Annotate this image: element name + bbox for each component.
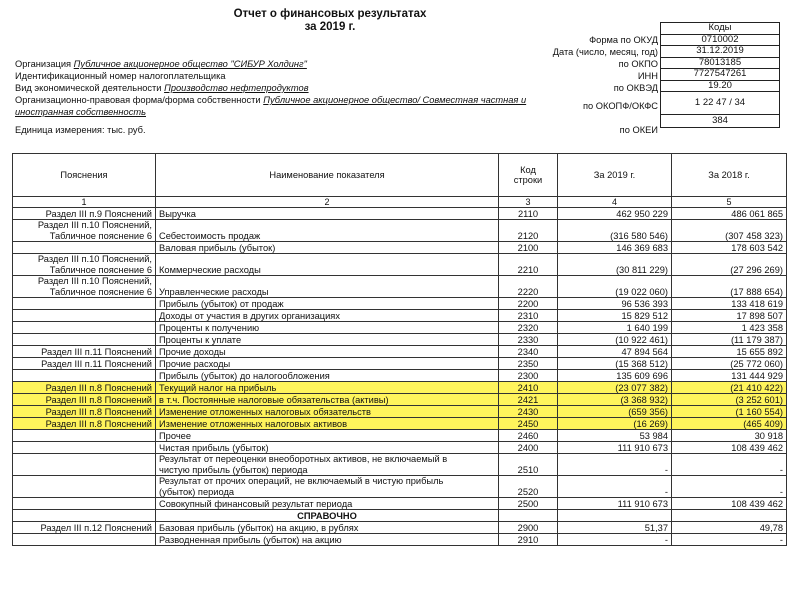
- row-value-2019: 53 984: [558, 430, 672, 442]
- date-value: 31.12.2019: [661, 46, 780, 58]
- table-row: [13, 534, 787, 546]
- row-indicator: Управленческие расходы: [156, 276, 499, 298]
- row-indicator: Результат от переоценки внеоборотных активов, не включаемый в чистую прибыль (убыток) периода: [156, 454, 499, 476]
- row-indicator: Изменение отложенных налоговых активов: [156, 418, 499, 430]
- org-line: [15, 59, 307, 70]
- row-code: 2300: [499, 370, 558, 382]
- row-note: [13, 476, 156, 498]
- row-note: Раздел III п.10 Пояснений, Табличное пояснение 6: [13, 220, 156, 242]
- row-indicator: Себестоимость продаж: [156, 220, 499, 242]
- row-note: [13, 242, 156, 254]
- unit-label: Единица измерения: тыс. руб.: [15, 125, 146, 135]
- row-value-2018: 486 061 865: [672, 208, 787, 220]
- row-indicator: Текущий налог на прибыль: [156, 382, 499, 394]
- financial-results-table: [12, 153, 787, 546]
- table-row: [13, 510, 787, 522]
- okei-value: 384: [661, 115, 780, 128]
- row-code: 2510: [499, 454, 558, 476]
- report-period: за 2019 г.: [304, 21, 356, 33]
- row-value-2019: -: [558, 534, 672, 546]
- row-value-2019: (659 356): [558, 406, 672, 418]
- table-row: [13, 406, 787, 418]
- row-note: Раздел III п.9 Пояснений: [13, 208, 156, 220]
- form-value-1: Публичное акционерное общество/ Совместная частная и: [263, 95, 527, 105]
- colnum-5: 5: [672, 197, 787, 208]
- row-indicator: Валовая прибыль (убыток): [156, 242, 499, 254]
- row-value-2018: (21 410 422): [672, 382, 787, 394]
- row-value-2018: 178 603 542: [672, 242, 787, 254]
- row-indicator: Прочее: [156, 430, 499, 442]
- row-code: 2450: [499, 418, 558, 430]
- table-row: [13, 254, 787, 276]
- okopf-value: 1 22 47 / 34: [661, 92, 780, 115]
- row-note: Раздел III п.10 Пояснений, Табличное пояснение 6: [13, 276, 156, 298]
- table-row: [13, 394, 787, 406]
- table-row: [13, 370, 787, 382]
- header-2018: За 2018 г.: [672, 154, 787, 197]
- row-code: 2410: [499, 382, 558, 394]
- row-indicator: Чистая прибыль (убыток): [156, 442, 499, 454]
- row-note: Раздел III п.8 Пояснений: [13, 406, 156, 418]
- table-row: [13, 418, 787, 430]
- row-value-2018: 133 418 619: [672, 298, 787, 310]
- row-indicator: Результат от прочих операций, не включаемый в чистую прибыль (убыток) периода: [156, 476, 499, 498]
- okei-label: по ОКЕИ: [619, 125, 658, 135]
- row-code: 2910: [499, 534, 558, 546]
- row-code: 2340: [499, 346, 558, 358]
- row-value-2018: 49,78: [672, 522, 787, 534]
- table-row: [13, 430, 787, 442]
- okpo-value: 78013185: [661, 57, 780, 69]
- form-value-2: иностранная собственность: [15, 107, 146, 117]
- row-indicator: Прибыль (убыток) от продаж: [156, 298, 499, 310]
- row-note: Раздел III п.8 Пояснений: [13, 382, 156, 394]
- row-value-2019: 462 950 229: [558, 208, 672, 220]
- header-notes: Пояснения: [13, 154, 156, 197]
- date-label: Дата (число, месяц, год): [552, 47, 658, 57]
- row-note: [13, 534, 156, 546]
- codes-header: Коды: [661, 23, 780, 35]
- row-code: 2500: [499, 498, 558, 510]
- table-row: [13, 220, 787, 242]
- row-code: 2120: [499, 220, 558, 242]
- row-value-2018: (17 888 654): [672, 276, 787, 298]
- row-value-2018: 131 444 929: [672, 370, 787, 382]
- table-row: [13, 358, 787, 370]
- table-row: [13, 208, 787, 220]
- row-note: [13, 442, 156, 454]
- row-note: [13, 322, 156, 334]
- row-note: [13, 430, 156, 442]
- row-value-2018: -: [672, 476, 787, 498]
- row-note: [13, 334, 156, 346]
- row-indicator: Коммерческие расходы: [156, 254, 499, 276]
- table-row: [13, 346, 787, 358]
- row-value-2019: 135 609 696: [558, 370, 672, 382]
- row-indicator: СПРАВОЧНО: [156, 510, 499, 522]
- table-row: [13, 310, 787, 322]
- row-code: 2220: [499, 276, 558, 298]
- row-indicator: в т.ч. Постоянные налоговые обязательства (активы): [156, 394, 499, 406]
- row-code: 2330: [499, 334, 558, 346]
- header-code: Код строки: [499, 154, 558, 197]
- row-value-2018: [672, 510, 787, 522]
- row-value-2018: -: [672, 534, 787, 546]
- activity-line: [15, 83, 309, 94]
- row-code: 2900: [499, 522, 558, 534]
- row-value-2018: (307 458 323): [672, 220, 787, 242]
- row-indicator: Прочие доходы: [156, 346, 499, 358]
- row-value-2019: [558, 510, 672, 522]
- table-row: [13, 276, 787, 298]
- row-note: [13, 454, 156, 476]
- row-note: [13, 370, 156, 382]
- colnum-3: 3: [499, 197, 558, 208]
- row-value-2018: (11 179 387): [672, 334, 787, 346]
- report-title: Отчет о финансовых результатах: [233, 8, 427, 20]
- org-name: Публичное акционерное общество "СИБУР Холдинг": [73, 59, 307, 69]
- row-value-2018: (3 252 601): [672, 394, 787, 406]
- row-value-2019: 111 910 673: [558, 442, 672, 454]
- table-row: [13, 522, 787, 534]
- row-indicator: Проценты к уплате: [156, 334, 499, 346]
- row-value-2019: 15 829 512: [558, 310, 672, 322]
- row-value-2019: 146 369 683: [558, 242, 672, 254]
- row-code: 2460: [499, 430, 558, 442]
- row-code: [499, 510, 558, 522]
- row-indicator: Прибыль (убыток) до налогообложения: [156, 370, 499, 382]
- row-indicator: Базовая прибыль (убыток) на акцию, в рублях: [156, 522, 499, 534]
- row-code: 2350: [499, 358, 558, 370]
- table-row: [13, 242, 787, 254]
- row-value-2019: 111 910 673: [558, 498, 672, 510]
- colnum-4: 4: [558, 197, 672, 208]
- table-row: [13, 322, 787, 334]
- colnum-1: 1: [13, 197, 156, 208]
- row-note: [13, 498, 156, 510]
- row-value-2018: -: [672, 454, 787, 476]
- form-line: [15, 95, 526, 106]
- row-indicator: Проценты к получению: [156, 322, 499, 334]
- row-indicator: Выручка: [156, 208, 499, 220]
- row-note: [13, 298, 156, 310]
- row-value-2018: 17 898 507: [672, 310, 787, 322]
- row-value-2019: (316 580 546): [558, 220, 672, 242]
- table-row: [13, 334, 787, 346]
- form-line-2: [15, 107, 146, 118]
- table-row: [13, 298, 787, 310]
- okopf-label: по ОКОПФ/ОКФС: [582, 101, 658, 111]
- row-code: 2110: [499, 208, 558, 220]
- row-value-2018: 30 918: [672, 430, 787, 442]
- org-label: Организация: [15, 59, 72, 69]
- row-value-2019: (3 368 932): [558, 394, 672, 406]
- row-note: [13, 510, 156, 522]
- row-value-2019: 51,37: [558, 522, 672, 534]
- row-value-2018: (1 160 554): [672, 406, 787, 418]
- header-indicator: Наименование показателя: [156, 154, 499, 197]
- table-row: [13, 454, 787, 476]
- row-value-2019: (16 269): [558, 418, 672, 430]
- row-value-2019: (15 368 512): [558, 358, 672, 370]
- row-code: 2400: [499, 442, 558, 454]
- row-indicator: Совокупный финансовый результат периода: [156, 498, 499, 510]
- table-row: [13, 442, 787, 454]
- row-value-2018: 15 655 892: [672, 346, 787, 358]
- inn-code-label: ИНН: [637, 71, 658, 81]
- row-value-2018: (27 296 269): [672, 254, 787, 276]
- column-numbers-row: [13, 197, 787, 208]
- row-value-2019: (19 022 060): [558, 276, 672, 298]
- activity-value: Производство нефтепродуктов: [164, 83, 309, 93]
- row-note: Раздел III п.8 Пояснений: [13, 394, 156, 406]
- row-value-2018: 108 439 462: [672, 498, 787, 510]
- row-value-2018: (465 409): [672, 418, 787, 430]
- row-code: 2310: [499, 310, 558, 322]
- row-code: 2320: [499, 322, 558, 334]
- colnum-2: 2: [156, 197, 499, 208]
- row-note: Раздел III п.11 Пояснений: [13, 346, 156, 358]
- okved-label: по ОКВЭД: [613, 83, 658, 93]
- row-indicator: Разводненная прибыль (убыток) на акцию: [156, 534, 499, 546]
- row-value-2019: -: [558, 454, 672, 476]
- okud-label: Форма по ОКУД: [589, 35, 658, 45]
- inn-label: Идентификационный номер налогоплательщика: [15, 71, 226, 81]
- activity-label: Вид экономической деятельности: [15, 83, 162, 93]
- row-value-2018: 1 423 358: [672, 322, 787, 334]
- row-value-2019: (10 922 461): [558, 334, 672, 346]
- row-code: 2200: [499, 298, 558, 310]
- okud-value: 0710002: [661, 34, 780, 46]
- row-note: Раздел III п.12 Пояснений: [13, 522, 156, 534]
- row-code: 2520: [499, 476, 558, 498]
- row-code: 2210: [499, 254, 558, 276]
- table-row: [13, 382, 787, 394]
- row-code: 2100: [499, 242, 558, 254]
- row-value-2019: (30 811 229): [558, 254, 672, 276]
- row-note: Раздел III п.10 Пояснений, Табличное пояснение 6: [13, 254, 156, 276]
- table-header-row: [13, 154, 787, 197]
- row-value-2019: 96 536 393: [558, 298, 672, 310]
- row-note: Раздел III п.8 Пояснений: [13, 418, 156, 430]
- header-2019: За 2019 г.: [558, 154, 672, 197]
- row-code: 2430: [499, 406, 558, 418]
- codes-box: [660, 22, 780, 128]
- row-value-2019: -: [558, 476, 672, 498]
- row-note: Раздел III п.11 Пояснений: [13, 358, 156, 370]
- row-indicator: Доходы от участия в других организациях: [156, 310, 499, 322]
- row-value-2019: 47 894 564: [558, 346, 672, 358]
- okved-value: 19.20: [661, 80, 780, 92]
- row-indicator: Изменение отложенных налоговых обязательств: [156, 406, 499, 418]
- table-row: [13, 476, 787, 498]
- row-indicator: Прочие расходы: [156, 358, 499, 370]
- table-row: [13, 498, 787, 510]
- row-value-2019: (23 077 382): [558, 382, 672, 394]
- form-label: Организационно-правовая форма/форма собственности: [15, 95, 261, 105]
- row-value-2019: 1 640 199: [558, 322, 672, 334]
- row-note: [13, 310, 156, 322]
- row-value-2018: (25 772 060): [672, 358, 787, 370]
- row-code: 2421: [499, 394, 558, 406]
- row-value-2018: 108 439 462: [672, 442, 787, 454]
- inn-value: 7727547261: [661, 69, 780, 81]
- okpo-label: по ОКПО: [618, 59, 658, 69]
